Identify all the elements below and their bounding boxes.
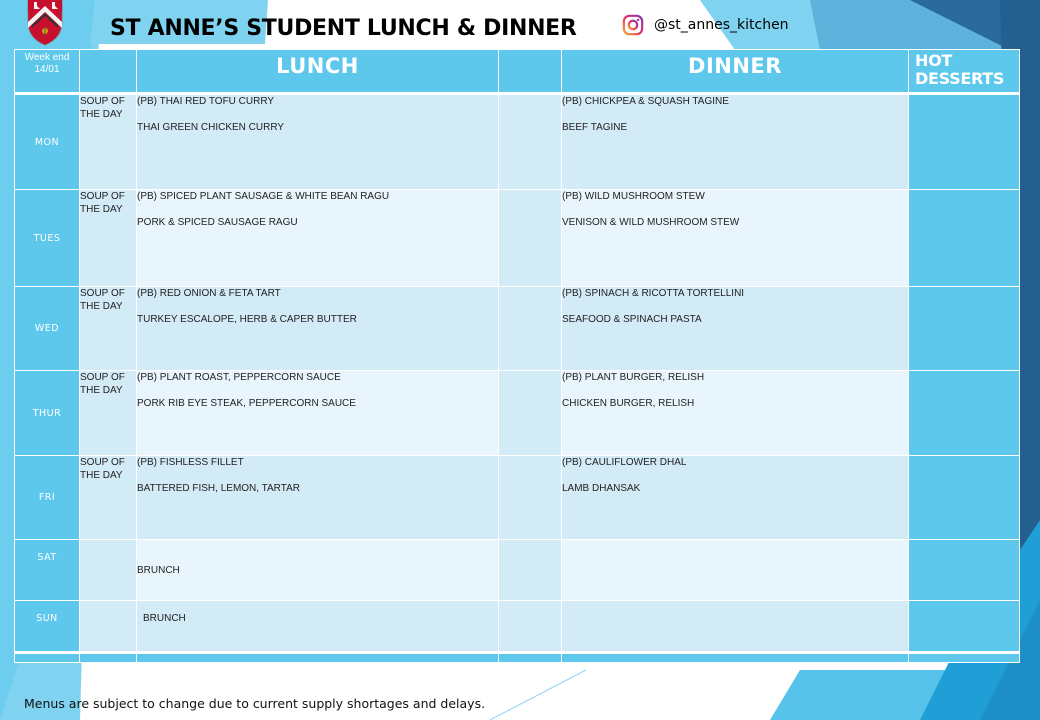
soup-label-line2: THE DAY [80, 470, 123, 481]
page-title: ST ANNE’S STUDENT LUNCH & DINNER [110, 16, 577, 41]
week-label-line1: Week end [24, 52, 70, 63]
day-cell [15, 287, 80, 371]
day-label: SUN [36, 613, 58, 624]
soup-label-line2: THE DAY [80, 204, 123, 215]
blank-cell [499, 601, 562, 653]
dessert-cell [909, 540, 1020, 601]
lunch-cell [137, 540, 499, 601]
lunch-cell [137, 371, 499, 456]
day-label: THUR [32, 407, 62, 419]
day-cell [15, 601, 80, 653]
footer-cell [15, 653, 80, 663]
desserts-heading-line2: DESSERTS [915, 69, 1005, 88]
dessert-cell [909, 371, 1020, 456]
soup-label-line1: SOUP OF [80, 96, 125, 107]
footer-cell [909, 653, 1020, 663]
lunch-main-dish: PORK RIB EYE STEAK, PEPPERCORN SAUCE [137, 398, 356, 409]
dessert-cell [909, 94, 1020, 190]
soup-cell [80, 601, 137, 653]
blank-cell [499, 540, 562, 601]
dinner-cell [562, 456, 909, 540]
day-label: MON [34, 136, 60, 148]
dinner-main-dish: LAMB DHANSAK [562, 483, 641, 494]
soup-label-line1: SOUP OF [80, 288, 125, 299]
day-cell [15, 190, 80, 287]
dinner-main-dish: VENISON & WILD MUSHROOM STEW [562, 217, 740, 228]
lunch-plant-based-dish: (PB) PLANT ROAST, PEPPERCORN SAUCE [137, 372, 341, 383]
soup-cell [80, 540, 137, 601]
footer-cell [137, 653, 499, 663]
blank-header-cell [499, 50, 562, 94]
dinner-plant-based-dish: (PB) CHICKPEA & SQUASH TAGINE [562, 96, 729, 107]
table-row-fri [15, 456, 1020, 540]
soup-label-line2: THE DAY [80, 385, 123, 396]
soup-cell [80, 94, 137, 190]
day-cell [15, 540, 80, 601]
dinner-header-cell [562, 50, 909, 94]
day-label: TUES [33, 232, 61, 244]
table-row-thur [15, 371, 1020, 456]
dinner-cell [562, 94, 909, 190]
dessert-cell [909, 456, 1020, 540]
lunch-brunch: BRUNCH [137, 565, 180, 576]
lunch-cell [137, 94, 499, 190]
blank-cell [499, 456, 562, 540]
dinner-plant-based-dish: (PB) SPINACH & RICOTTA TORTELLINI [562, 288, 745, 299]
blank-cell [499, 94, 562, 190]
lunch-cell [137, 601, 499, 653]
dinner-main-dish: CHICKEN BURGER, RELISH [562, 398, 695, 409]
social-handle [622, 14, 789, 36]
day-label: WED [34, 323, 60, 334]
soup-label-line1: SOUP OF [80, 191, 125, 202]
dinner-plant-based-dish: (PB) CAULIFLOWER DHAL [562, 457, 687, 468]
week-label-date: 14/01 [34, 64, 60, 75]
day-label: SAT [37, 552, 57, 563]
lunch-main-dish: PORK & SPICED SAUSAGE RAGU [137, 217, 298, 228]
dinner-cell [562, 601, 909, 653]
dinner-plant-based-dish: (PB) WILD MUSHROOM STEW [562, 191, 705, 202]
lunch-cell [137, 287, 499, 371]
soup-header-cell [80, 50, 137, 94]
footer-cell [499, 653, 562, 663]
soup-cell [80, 371, 137, 456]
college-crest-icon [22, 0, 68, 46]
blank-cell [499, 190, 562, 287]
dessert-cell [909, 190, 1020, 287]
dinner-cell [562, 371, 909, 456]
lunch-main-dish: THAI GREEN CHICKEN CURRY [137, 122, 285, 133]
lunch-header-cell [137, 50, 499, 94]
supply-disclaimer: Menus are subject to change due to current supply shortages and delays. [24, 696, 486, 711]
week-label-cell [15, 50, 80, 94]
table-footer-row [15, 653, 1020, 663]
blank-cell [499, 287, 562, 371]
blank-cell [499, 371, 562, 456]
soup-label-line1: SOUP OF [80, 372, 125, 383]
footer-cell [80, 653, 137, 663]
dinner-heading: DINNER [688, 54, 782, 78]
lunch-cell [137, 456, 499, 540]
lunch-brunch: BRUNCH [143, 613, 186, 624]
dinner-main-dish: BEEF TAGINE [562, 122, 628, 133]
lunch-heading: LUNCH [276, 54, 359, 78]
lunch-plant-based-dish: (PB) SPICED PLANT SAUSAGE & WHITE BEAN RAGU [137, 191, 390, 202]
weekly-menu-table [14, 49, 1020, 663]
lunch-main-dish: BATTERED FISH, LEMON, TARTAR [137, 483, 300, 494]
day-cell [15, 94, 80, 190]
instagram-handle: @st_annes_kitchen [654, 17, 789, 33]
dinner-cell [562, 540, 909, 601]
lunch-cell [137, 190, 499, 287]
instagram-icon [622, 14, 644, 36]
table-row-sat [15, 540, 1020, 601]
dessert-cell [909, 287, 1020, 371]
soup-cell [80, 456, 137, 540]
lunch-plant-based-dish: (PB) RED ONION & FETA TART [137, 288, 281, 299]
table-row-wed [15, 287, 1020, 371]
lunch-main-dish: TURKEY ESCALOPE, HERB & CAPER BUTTER [137, 314, 357, 325]
dinner-plant-based-dish: (PB) PLANT BURGER, RELISH [562, 372, 705, 383]
day-cell [15, 371, 80, 456]
desserts-header-cell [909, 50, 1020, 94]
soup-label-line2: THE DAY [80, 109, 123, 120]
dessert-cell [909, 601, 1020, 653]
soup-cell [80, 287, 137, 371]
table-header-row [15, 50, 1020, 94]
lunch-plant-based-dish: (PB) THAI RED TOFU CURRY [137, 96, 275, 107]
lunch-plant-based-dish: (PB) FISHLESS FILLET [137, 457, 244, 468]
soup-label-line1: SOUP OF [80, 457, 125, 468]
table-row-tues [15, 190, 1020, 287]
day-cell [15, 456, 80, 540]
dinner-main-dish: SEAFOOD & SPINACH PASTA [562, 314, 702, 325]
dinner-cell [562, 190, 909, 287]
day-label: FRI [38, 492, 56, 503]
footer-cell [562, 653, 909, 663]
table-row-mon [15, 94, 1020, 190]
soup-cell [80, 190, 137, 287]
table-row-sun [15, 601, 1020, 653]
desserts-heading-line1: HOT [915, 51, 953, 70]
soup-label-line2: THE DAY [80, 301, 123, 312]
dinner-cell [562, 287, 909, 371]
